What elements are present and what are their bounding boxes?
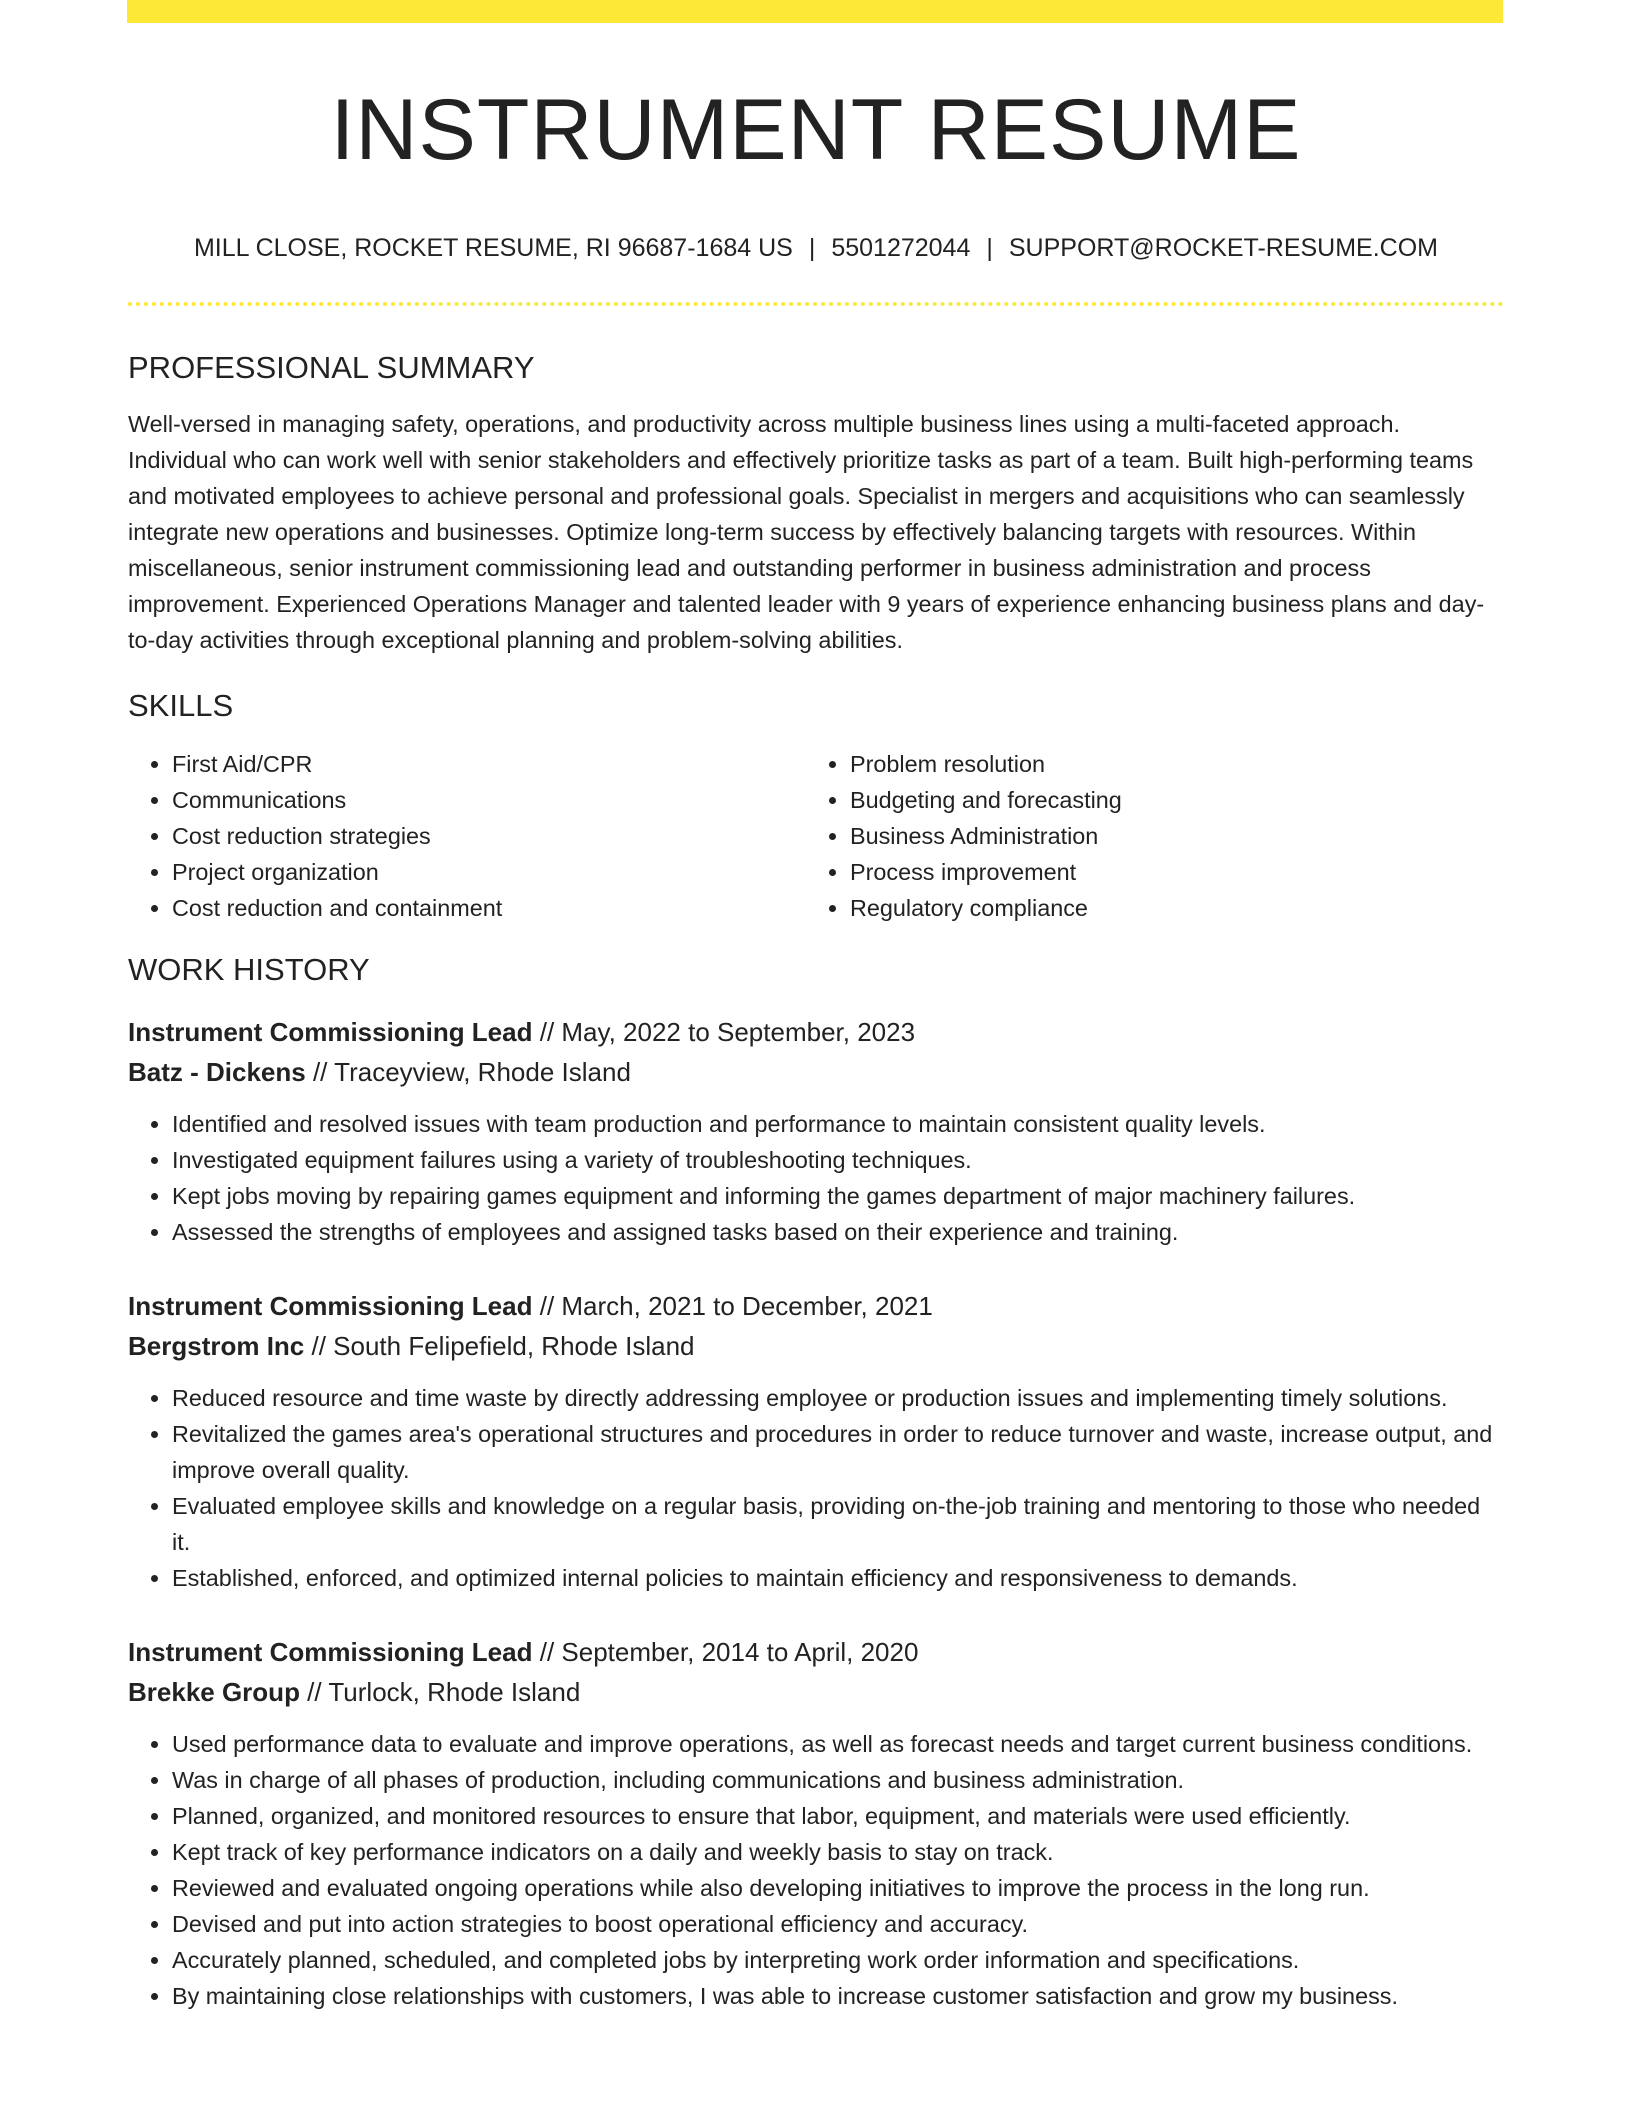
job-bullet: • Devised and put into action strategies to boost operational efficiency and accuracy.: [172, 1906, 1504, 1942]
job-bullet: • Revitalized the games area's operational structures and procedures in order to reduce turnover and waste, increase output, and improve overall quality.: [172, 1416, 1504, 1488]
job-bullet: • Assessed the strengths of employees and assigned tasks based on their experience and training.: [172, 1214, 1504, 1250]
job-bullet: • Kept jobs moving by repairing games equipment and informing the games department of major machinery failures.: [172, 1178, 1504, 1214]
job-company-line: [128, 1052, 1504, 1092]
skill-item: • Communications: [172, 782, 806, 818]
job-company-line: [128, 1672, 1504, 1712]
job-company-line: [128, 1326, 1504, 1366]
job-title-line: [128, 1286, 1504, 1326]
skill-item: • Cost reduction strategies: [172, 818, 806, 854]
skills-column-left: [128, 746, 806, 926]
work-history-heading: WORK HISTORY: [128, 952, 370, 987]
job-entry: [128, 1012, 1504, 1250]
job-dates: // September, 2014 to April, 2020: [532, 1637, 919, 1667]
skills-grid: [128, 746, 1504, 926]
job-title-line: [128, 1632, 1504, 1672]
job-bullet: • Was in charge of all phases of production, including communications and business administration.: [172, 1762, 1504, 1798]
contact-separator: |: [808, 234, 816, 262]
job-bullets: [128, 1106, 1504, 1250]
job-role: Instrument Commissioning Lead: [128, 1291, 533, 1321]
job-bullets: [128, 1380, 1504, 1596]
job-bullet: • Identified and resolved issues with team production and performance to maintain consistent quality levels.: [172, 1106, 1504, 1142]
skills-column-right: [806, 746, 1484, 926]
job-title-line: [128, 1012, 1504, 1052]
contact-line: [128, 230, 1504, 266]
job-bullet: • Kept track of key performance indicators on a daily and weekly basis to stay on track.: [172, 1834, 1504, 1870]
job-bullet: • Reviewed and evaluated ongoing operations while also developing initiatives to improve the process in the long run.: [172, 1870, 1504, 1906]
job-role: Instrument Commissioning Lead: [128, 1637, 533, 1667]
dotted-divider: [128, 302, 1504, 306]
skill-item: • Cost reduction and containment: [172, 890, 806, 926]
summary-paragraph: Well-versed in managing safety, operations, and productivity across multiple business lines using a multi-faceted approach. Individual who can work well with senior stakeholders and effectively prioritize tasks as part of a team. Built high-performing teams and motivated employees to achieve personal and professional goals. Specialist in mergers and acquisitions who can seamlessly integrate new operations and businesses. Optimize long-term success by effectively balancing targets with resources. Within miscellaneous, senior instrument commissioning lead and outstanding performer in business administration and process improvement. Experienced Operations Manager and talented leader with 9 years of experience enhancing business plans and day-to-day activities through exceptional planning and problem-solving abilities.: [128, 411, 1485, 653]
resume-content: [128, 0, 1504, 2014]
job-company: Brekke Group: [128, 1677, 300, 1707]
summary-heading: PROFESSIONAL SUMMARY: [128, 350, 535, 385]
job-bullet: • Evaluated employee skills and knowledge on a regular basis, providing on-the-job training and mentoring to those who needed it.: [172, 1488, 1504, 1560]
skill-item: • Process improvement: [850, 854, 1484, 890]
job-entry: [128, 1632, 1504, 2014]
contact-separator: |: [986, 234, 993, 262]
job-dates: // March, 2021 to December, 2021: [532, 1291, 933, 1321]
skill-item: • First Aid/CPR: [172, 746, 806, 782]
job-company: Bergstrom Inc: [128, 1331, 305, 1361]
job-bullet: • Used performance data to evaluate and improve operations, as well as forecast needs and target current business conditions.: [172, 1726, 1504, 1762]
skills-heading: SKILLS: [128, 688, 234, 723]
job-bullet: • Planned, organized, and monitored resources to ensure that labor, equipment, and materials were used efficiently.: [172, 1798, 1504, 1834]
job-bullet: • Investigated equipment failures using a variety of troubleshooting techniques.: [172, 1142, 1504, 1178]
skill-item: • Business Administration: [850, 818, 1484, 854]
resume-name: INSTRUMENT RESUME: [330, 82, 1302, 178]
contact-email: SUPPORT@ROCKET-RESUME.COM: [1008, 234, 1439, 262]
job-bullet: • Established, enforced, and optimized internal policies to maintain efficiency and responsiveness to demands.: [172, 1560, 1504, 1596]
contact-address: MILL CLOSE, ROCKET RESUME, RI 96687-1684 US: [193, 234, 793, 262]
job-location: // South Felipefield, Rhode Island: [304, 1331, 695, 1361]
job-bullet: • By maintaining close relationships with customers, I was able to increase customer satisfaction and grow my business.: [172, 1978, 1504, 2014]
job-company: Batz - Dickens: [128, 1057, 306, 1087]
skill-item: • Budgeting and forecasting: [850, 782, 1484, 818]
job-location: // Turlock, Rhode Island: [299, 1677, 581, 1707]
skill-item: • Regulatory compliance: [850, 890, 1484, 926]
skill-item: • Problem resolution: [850, 746, 1484, 782]
job-location: // Traceyview, Rhode Island: [305, 1057, 631, 1087]
job-bullet: • Reduced resource and time waste by directly addressing employee or production issues and implementing timely solutions.: [172, 1380, 1504, 1416]
job-bullets: [128, 1726, 1504, 2014]
skill-item: • Project organization: [172, 854, 806, 890]
contact-phone: 5501272044: [831, 234, 971, 262]
job-dates: // May, 2022 to September, 2023: [532, 1017, 916, 1047]
job-role: Instrument Commissioning Lead: [128, 1017, 533, 1047]
job-entry: [128, 1286, 1504, 1596]
job-bullet: • Accurately planned, scheduled, and completed jobs by interpreting work order information and specifications.: [172, 1942, 1504, 1978]
